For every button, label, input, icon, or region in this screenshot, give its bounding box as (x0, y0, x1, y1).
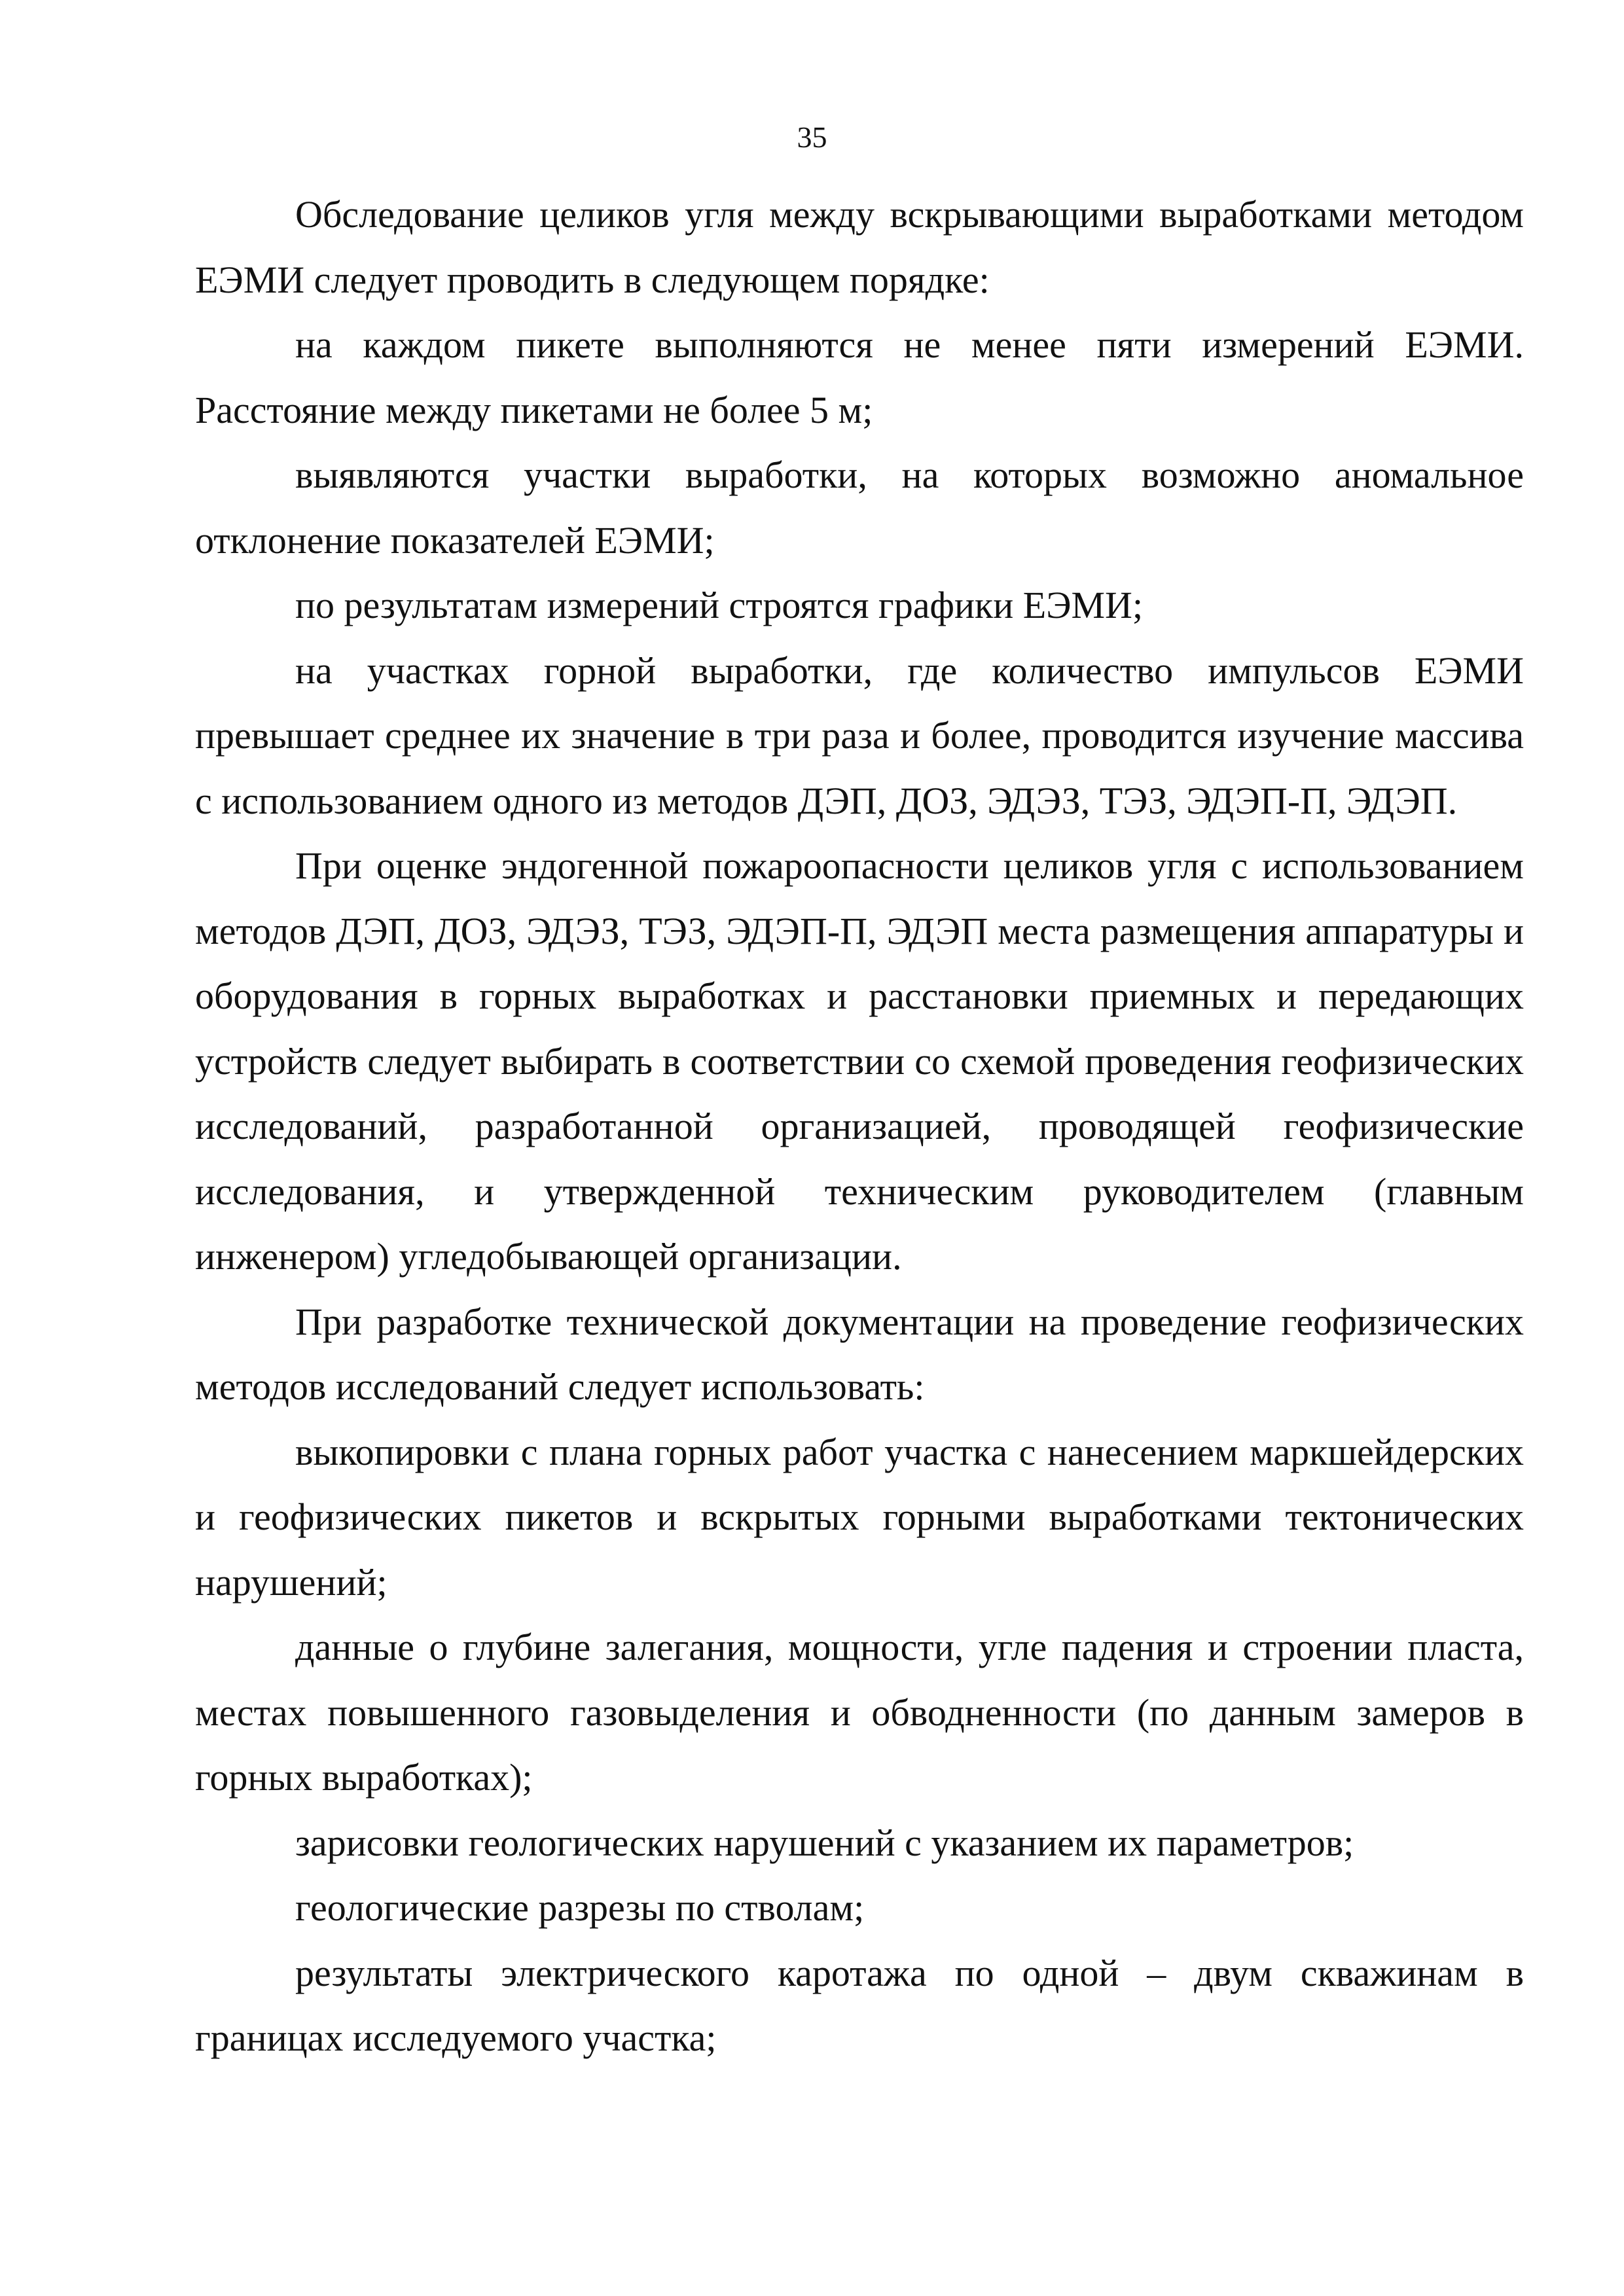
paragraph-fire-hazard-assessment: При оценке эндогенной пожароопасности целиков угля с использованием методов ДЭП, ДОЗ, ЭДЭЗ, ТЭЗ, ЭДЭП-П, ЭДЭП места размещения аппаратуры и оборудования в горных выработках и расстановки приемных и передающих устройств следует выбирать в соответствии со схемой проведения геофизических исследований, разработанной организацией, проводящей геофизические исследования, и утвержденной техническим руководителем (главным инженером) угледобывающей организации. (195, 844, 1524, 1278)
paragraph-logging-results: результаты электрического каротажа по одной – двум скважинам в границах исследуемого участка; (195, 1951, 1524, 2059)
paragraph-mine-plan-copies: выкопировки с плана горных работ участка с нанесением маркшейдерских и геофизических пикетов и вскрытых горными выработками тектонических нарушений; (195, 1430, 1524, 1604)
page-number: 35 (797, 120, 827, 154)
paragraph-documentation-intro: При разработке технической документации на проведение геофизических методов исследований следует использовать: (195, 1300, 1524, 1408)
paragraph-fault-sketches: зарисовки геологических нарушений с указанием их параметров; (295, 1821, 1354, 1864)
paragraph-eemi-survey-intro: Обследование целиков угля между вскрывающими выработками методом ЕЭМИ следует проводить в следующем порядке: (195, 193, 1524, 301)
document-body (195, 182, 1524, 2071)
paragraph-seam-data: данные о глубине залегания, мощности, угле падения и строении пласта, местах повышенного газовыделения и обводненности (по данным замеров в горных выработках); (195, 1626, 1524, 1799)
paragraph-anomaly-sections: выявляются участки выработки, на которых возможно аномальное отклонение показателей ЕЭМИ; (195, 454, 1524, 562)
paragraph-measurements-per-picket: на каждом пикете выполняются не менее пяти измерений ЕЭМИ. Расстояние между пикетами не более 5 м; (195, 323, 1524, 431)
paragraph-shaft-sections: геологические разрезы по стволам; (295, 1886, 865, 1929)
paragraph-eemi-graphs: по результатам измерений строятся графики ЕЭМИ; (295, 584, 1144, 626)
paragraph-excess-impulses: на участках горной выработки, где количество импульсов ЕЭМИ превышает среднее их значение в три раза и более, проводится изучение массива с использованием одного из методов ДЭП, ДОЗ, ЭДЭЗ, ТЭЗ, ЭДЭП-П, ЭДЭП. (195, 649, 1524, 822)
